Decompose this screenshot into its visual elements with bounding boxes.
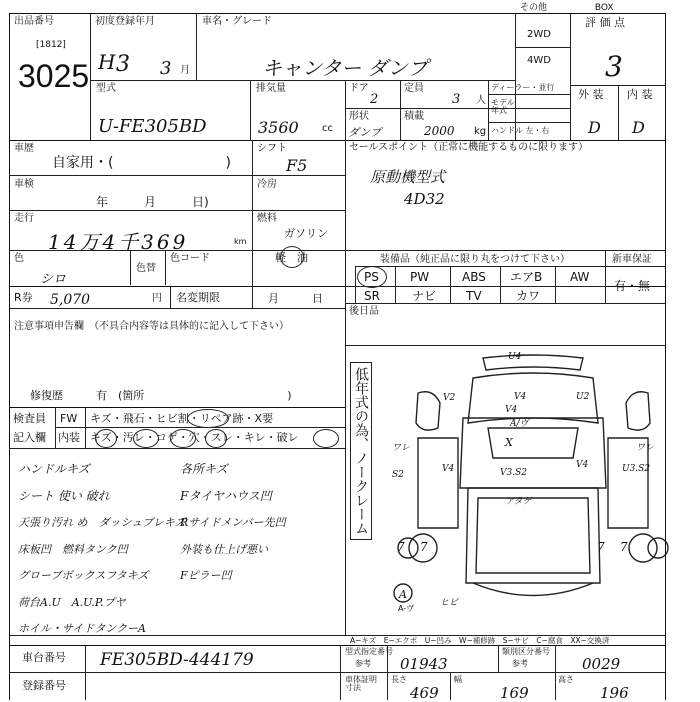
diagram-mark-13: アタゲ	[505, 497, 532, 507]
length-label: 長さ	[391, 675, 407, 684]
fuel-gas: ガソリン	[284, 227, 328, 240]
model-num-label: 型式指定番号	[345, 647, 393, 656]
dealer-label: ディーラー・並行	[491, 83, 555, 92]
doors-value: 2	[370, 92, 379, 107]
load-unit: kg	[474, 126, 487, 137]
lot-label: 出品番号	[14, 16, 54, 27]
fuel-diesel: 軽 油	[275, 251, 308, 264]
diagram-mark-6: U2	[576, 392, 590, 402]
load-value: 2000	[424, 124, 455, 138]
color-change-label: 色替	[136, 263, 156, 274]
height-label: 高さ	[558, 675, 574, 684]
recycle-value: 5,070	[50, 292, 91, 308]
car-name: キャンター ダンプ	[262, 56, 428, 80]
capacity-value: 3	[452, 92, 461, 107]
eval-score: 3	[605, 50, 623, 83]
mark-circle-3	[133, 429, 159, 448]
frame-left	[9, 13, 10, 700]
yen-unit: 円	[152, 293, 162, 304]
mileage-unit: km	[234, 237, 247, 246]
sales-line1: 原動機型式	[370, 168, 446, 186]
mark-circle-5	[205, 429, 227, 448]
diagram-mark-12: V3.S2	[500, 468, 527, 478]
equip-ps-circle	[357, 266, 387, 288]
handle-label: ハンドル 左・右	[491, 126, 550, 135]
equip-abs: ABS	[462, 270, 486, 284]
fuel-diesel-circle	[280, 246, 304, 268]
note-4: Fタイヤハウス凹	[180, 489, 272, 503]
note-12: ホイル・サイドタンクーA	[18, 622, 146, 635]
inspection-value: 年 月 日)	[96, 195, 209, 209]
drive-4wd: 4WD	[527, 55, 551, 66]
lot-number: 3025	[18, 58, 90, 94]
disp-value: 3560	[258, 118, 299, 137]
diagram-mark-18: 7	[597, 540, 605, 554]
height-value: 196	[600, 684, 629, 702]
equipment-title: 装備品（純正品に限り丸をつけて下さい）	[380, 254, 570, 265]
disp-label: 排気量	[256, 83, 286, 94]
note-8: 外装も仕上げ悪い	[180, 543, 268, 556]
load-label: 積載	[404, 111, 424, 122]
shift-value: F5	[286, 156, 308, 175]
model-year-label: モデル 年式	[491, 98, 515, 115]
first-reg-label: 初度登録年月	[95, 16, 155, 27]
model-value: U-FE305BD	[98, 116, 207, 137]
color-label: 色	[14, 253, 24, 264]
diagram-mark-20: A	[399, 588, 407, 601]
color-value: シロ	[40, 272, 67, 287]
diagram-mark-21: A-ヴ	[398, 604, 415, 613]
chassis-value: FE305BD-444179	[100, 650, 254, 670]
note-11: 荷台A.U A.U.P.プヤ	[18, 596, 126, 609]
first-reg-year: 3	[116, 52, 130, 77]
diagram-mark-7: X	[505, 436, 513, 449]
mileage-label: 走行	[14, 213, 34, 224]
history-value: 自家用・( )	[52, 155, 231, 171]
exterior-label: 外 装	[578, 88, 604, 101]
drive-2wd: 2WD	[527, 29, 551, 40]
sales-title: セールスポイント（正常に機能するものに限ります）	[349, 142, 589, 153]
name-change-label: 名変期限	[176, 291, 220, 304]
car-name-label: 車名・グレード	[202, 16, 272, 27]
model-label: 型式	[96, 83, 116, 94]
name-change-value: 月 日	[268, 292, 323, 305]
interior-value: D	[632, 118, 645, 137]
equip-sr: SR	[364, 289, 380, 303]
diagram-mark-14: ワレ	[392, 443, 411, 453]
diagram-mark-16: 7	[397, 540, 405, 554]
interior-label: 内 装	[627, 88, 653, 101]
diagram-mark-1: U4	[508, 352, 522, 362]
equip-ps: PS	[364, 270, 379, 284]
mark-circle-1	[187, 409, 229, 428]
mark-circle-6	[313, 429, 339, 448]
shift-label: シフト	[257, 143, 287, 154]
equip-tv: TV	[466, 289, 482, 303]
new-car-value: 有・無	[614, 279, 651, 293]
legend-text: A−キズ E−エクボ U−凹み W−補修跡 S−サビ C−腐食 XX−交換済	[350, 636, 610, 645]
capacity-unit: 人	[476, 95, 486, 106]
fw-text: キズ・飛石・ヒビ割・リペア跡・X要	[90, 412, 274, 425]
chassis-label: 車台番号	[22, 651, 66, 664]
diagram-mark-8: V4	[442, 464, 455, 474]
repair-value: 有 (箇所 )	[96, 389, 292, 402]
new-car-label: 新車保証	[612, 254, 652, 265]
interior-check-text: キズ・汚レ・コゲ・穴・スレ・キレ・破レ	[90, 431, 299, 444]
diagram-mark-4: A/ヴ	[510, 419, 529, 429]
equip-airbag: エアB	[510, 270, 543, 284]
recycle-label: R券	[14, 291, 33, 304]
width-value: 169	[500, 684, 529, 702]
diagram-mark-9: U3.S2	[622, 464, 651, 474]
model-num-value: 01943	[400, 655, 448, 673]
diagram-mark-19: 7	[620, 540, 628, 554]
class-label: 類別区分番号	[502, 647, 550, 656]
mark-circle-4	[170, 429, 196, 448]
first-reg-era: H	[98, 50, 116, 74]
shape-label: 形状	[349, 111, 369, 122]
class-ref: 参考	[512, 659, 528, 668]
post-items-label: 後日品	[349, 306, 379, 317]
equip-leather: カワ	[516, 289, 541, 303]
disp-unit: cc	[322, 123, 333, 134]
note-9: グローブボックスフタキズ	[18, 569, 149, 582]
notes-title: 注意事項申告欄 （不具合内容等は具体的に記入して下さい）	[14, 321, 289, 332]
top-right-note: その他 BOX	[520, 3, 614, 13]
lot-box: [1812]	[36, 40, 66, 50]
diagram-mark-5: V4	[514, 392, 527, 402]
frame-top	[9, 13, 665, 14]
shape-value: ダンプ	[348, 126, 382, 139]
equip-navi: ナビ	[412, 289, 437, 303]
note-3: シート 使い 破れ	[18, 489, 110, 503]
sales-line2: 4D32	[404, 190, 445, 208]
diagram-mark-3: V4	[505, 405, 518, 415]
mark-circle-2	[95, 429, 117, 448]
note-10: Fピラー凹	[180, 569, 232, 582]
eval-label: 評 価 点	[585, 16, 625, 29]
car-diagram	[378, 348, 688, 633]
width-label: 幅	[454, 675, 462, 684]
fuel-label: 燃料	[257, 213, 277, 224]
interior-check-label: 内装	[58, 431, 80, 444]
history-label: 車歴	[14, 143, 34, 154]
month-unit: 月	[180, 65, 190, 76]
diagram-mark-10: V4	[576, 460, 589, 470]
note-7: 床板凹 燃料タンク凹	[18, 543, 128, 556]
inspector-label-2: 記入欄	[13, 431, 46, 444]
vertical-note: 低年式の為、ノークレーム	[350, 362, 372, 540]
diagram-mark-17: 7	[420, 540, 428, 554]
equip-pw: PW	[410, 270, 430, 284]
color-code-label: 色コード	[170, 253, 210, 264]
doors-label: ドア	[349, 83, 369, 94]
repair-label: 修復歴	[30, 389, 63, 402]
diagram-mark-11: S2	[392, 470, 404, 480]
equip-aw: AW	[570, 270, 590, 284]
note-5: 天張り汚れ め ダッシュブレキズ	[18, 516, 186, 529]
class-value: 0029	[582, 655, 621, 673]
ac-label: 冷房	[257, 179, 277, 190]
dims-label: 車体証明 寸法	[345, 675, 377, 692]
diagram-mark-22: ヒビ	[440, 598, 459, 608]
note-1: ハンドルキズ	[18, 462, 90, 476]
diagram-mark-15: ワレ	[636, 443, 655, 453]
fw-label: FW	[60, 412, 78, 425]
note-6: Rサイドメンバー先凹	[180, 516, 286, 529]
length-value: 469	[410, 684, 439, 702]
capacity-label: 定員	[404, 83, 424, 94]
note-2: 各所キズ	[180, 462, 228, 476]
reg-label: 登録番号	[22, 679, 66, 692]
inspector-label-1: 検査員	[13, 412, 46, 425]
model-num-ref: 参考	[355, 659, 371, 668]
first-reg-month: 3	[160, 58, 172, 79]
inspection-label: 車検	[14, 179, 34, 190]
mileage-value: 14万4千369	[48, 230, 189, 254]
exterior-value: D	[588, 118, 601, 137]
diagram-mark-2: V2	[443, 393, 456, 403]
